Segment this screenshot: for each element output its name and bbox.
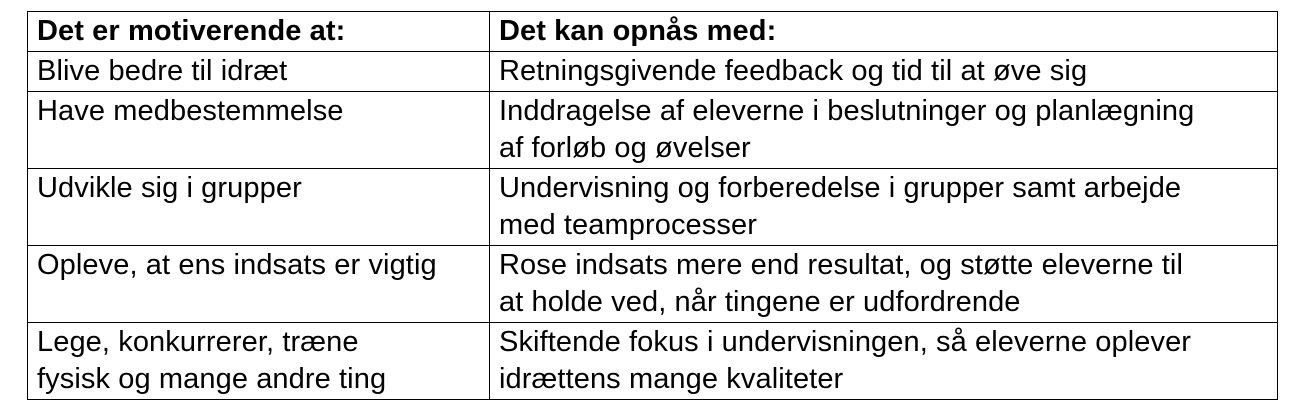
means-cell xyxy=(490,52,1278,92)
header-means: Det kan opnås med: xyxy=(490,12,1278,52)
means-cell xyxy=(490,246,1278,323)
table-row xyxy=(28,92,1278,169)
table-row xyxy=(28,246,1278,323)
means-cell xyxy=(490,92,1278,169)
cell-line: Retningsgivende feedback og tid til at øve sig xyxy=(499,55,1088,87)
cell-line: fysisk og mange andre ting xyxy=(37,363,387,395)
cell-line: Rose indsats mere end resultat, og støtte eleverne til xyxy=(499,249,1184,281)
table-header-row xyxy=(28,12,1278,52)
means-cell xyxy=(490,169,1278,246)
motivation-cell xyxy=(28,52,490,92)
cell-line: af forløb og øvelser xyxy=(499,132,751,164)
cell-line: idrættens mange kvaliteter xyxy=(499,363,844,395)
header-motivation: Det er motiverende at: xyxy=(28,12,490,52)
table-row xyxy=(28,323,1278,400)
cell-line: med teamprocesser xyxy=(499,209,757,241)
motivation-cell xyxy=(28,92,490,169)
motivation-cell xyxy=(28,246,490,323)
cell-line: Udvikle sig i grupper xyxy=(37,172,302,204)
table-row xyxy=(28,52,1278,92)
motivation-cell xyxy=(28,323,490,400)
cell-line: Have medbestemmelse xyxy=(37,95,344,127)
cell-line: Blive bedre til idræt xyxy=(37,55,288,87)
table-row xyxy=(28,169,1278,246)
cell-line: Lege, konkurrerer, træne xyxy=(37,326,359,358)
cell-line: Undervisning og forberedelse i grupper samt arbejde xyxy=(499,172,1182,204)
means-cell xyxy=(490,323,1278,400)
cell-line: at holde ved, når tingene er udfordrende xyxy=(499,286,1021,318)
cell-line: Skiftende fokus i undervisningen, så eleverne oplever xyxy=(499,326,1192,358)
cell-line: Opleve, at ens indsats er vigtig xyxy=(37,249,437,281)
motivation-table xyxy=(27,11,1278,400)
cell-line: Inddragelse af eleverne i beslutninger og planlægning xyxy=(499,95,1195,127)
motivation-cell xyxy=(28,169,490,246)
